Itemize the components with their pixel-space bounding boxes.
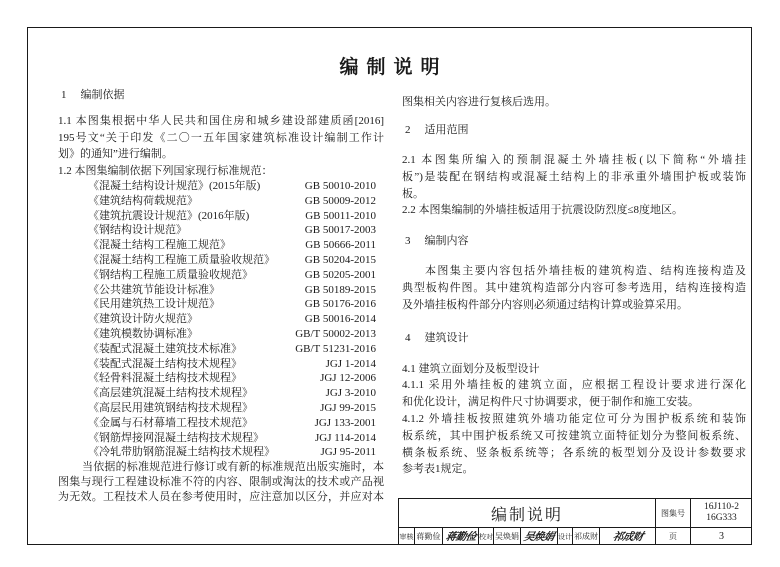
- text-line: 图集与现行工程建设标准不符的内容、限制或淘汰的技术或产品视: [58, 476, 384, 488]
- text-line: 4.1.2 外墙挂板按照建筑外墙功能定位可分为围护板系统和装饰: [402, 413, 746, 425]
- paragraph: [402, 411, 746, 478]
- section-heading: [402, 330, 746, 347]
- standard-code: JGJ 12-2006: [320, 372, 376, 385]
- checker-name: 吴焕娟: [493, 527, 520, 545]
- paragraph: [58, 163, 384, 179]
- text-line: 为无效。工程技术人员在参考使用时，应注意加以区分，并应对本: [58, 491, 384, 503]
- standard-name: 《混凝土结构工程施工规范》: [88, 239, 231, 252]
- standard-row: [58, 327, 384, 342]
- text-line: 典型板构件图。其中建筑构造部分内容可参考选用，结构连接构造: [402, 281, 746, 294]
- standard-name: 《冷轧带肋钢筋混凝土结构技术规程》: [88, 446, 275, 459]
- standard-code: GB 50009-2012: [304, 194, 376, 207]
- signature: 蒋勤俭: [444, 531, 477, 543]
- standard-name: 《装配式混凝土建筑技术标准》: [88, 342, 242, 355]
- page-title: 编制说明: [339, 56, 448, 78]
- section-number: 4: [405, 332, 411, 344]
- standard-row: [58, 238, 384, 253]
- section-title: 编制依据: [80, 89, 125, 101]
- standard-code: JGJ 133-2001: [314, 416, 376, 429]
- title-block-row: [398, 527, 752, 545]
- standard-row: [58, 253, 384, 268]
- standard-code: JGJ 114-2014: [314, 431, 376, 444]
- reviewer-name: 蒋勤俭: [414, 527, 442, 545]
- text-line: 板。: [402, 187, 424, 200]
- standard-name: 《金属与石材幕墙工程技术规范》: [88, 416, 253, 429]
- checker-signature: [520, 527, 557, 545]
- standards-list: [58, 179, 384, 460]
- text-line: 划》的通知”进行编制。: [58, 148, 173, 160]
- standard-code: GB 50017-2003: [304, 224, 376, 237]
- designer-signature: [599, 527, 655, 545]
- signature: 祁成财: [611, 531, 644, 543]
- atlas-number: [690, 498, 752, 527]
- section-title: 建筑设计: [424, 332, 469, 344]
- paragraph: [402, 94, 746, 111]
- standard-code: GB 50176-2016: [304, 298, 376, 311]
- standard-code: GB/T 50002-2013: [295, 327, 376, 340]
- standard-code: GB 50205-2001: [304, 268, 376, 281]
- section-number: 2: [405, 124, 411, 136]
- paragraph: [402, 152, 746, 202]
- title-block-title: 编制说明: [398, 498, 655, 527]
- standard-name: 《高层民用建筑钢结构技术规程》: [88, 401, 253, 414]
- standard-row: [58, 209, 384, 224]
- design-label: 设计: [557, 527, 572, 545]
- text-line: 2.2 本图集编制的外墙挂板适用于抗震设防烈度≤8度地区。: [402, 204, 684, 216]
- paragraph: [402, 202, 746, 219]
- section-heading: [402, 233, 746, 250]
- standard-code: JGJ 3-2010: [325, 387, 376, 400]
- paragraph: [58, 113, 384, 163]
- standard-row: [58, 416, 384, 431]
- standard-row: [58, 268, 384, 283]
- reviewer-signature: [442, 527, 478, 545]
- standard-code: GB/T 51231-2016: [295, 342, 376, 355]
- standard-code: GB 50011-2010: [305, 209, 376, 222]
- text-line: 横条板系统、竖条板系统等；各系统的板型划分及设计参数要求: [402, 446, 746, 459]
- standard-name: 《装配式混凝土结构技术规程》: [88, 357, 242, 370]
- standard-code: GB 50010-2010: [304, 180, 376, 192]
- standard-name: 《高层建筑混凝土结构技术规程》: [88, 387, 253, 400]
- standard-row: [58, 194, 384, 209]
- text-line: 4.1.1 采用外墙挂板的建筑立面，应根据工程设计要求进行深化: [402, 379, 746, 391]
- standard-code: GB 50189-2015: [304, 283, 376, 296]
- text-line: 板”)是装配在钢结构或混凝土结构上的非承重外墙围护板或装饰: [402, 170, 746, 183]
- standard-row: [58, 445, 384, 460]
- standard-name: 《公共建筑节能设计标准》: [88, 283, 220, 296]
- text-line: 2.1 本图集所编入的预制混凝土外墙挂板(以下简称“外墙挂: [402, 154, 746, 166]
- standard-name: 《建筑结构荷载规范》: [88, 194, 198, 207]
- standard-row: [58, 386, 384, 401]
- title-block: [398, 498, 752, 545]
- standard-name: 《建筑模数协调标准》: [88, 327, 198, 340]
- text-line: 1.1 本图集根据中华人民共和国住房和城乡建设部建质函[2016]: [58, 115, 384, 127]
- paragraph: [402, 377, 746, 411]
- atlas-number-primary: 16J110-2: [703, 502, 739, 512]
- standard-name: 《建筑抗震设计规范》(2016年版): [88, 209, 250, 222]
- standard-name: 《混凝土结构工程施工质量验收规范》: [88, 253, 275, 266]
- standard-code: GB 50666-2011: [305, 239, 376, 252]
- right-column: [402, 0, 746, 567]
- standard-row: [58, 371, 384, 386]
- text-line: 1.2 本图集编制依据下列国家现行标准规范：: [58, 165, 273, 177]
- check-label: 校对: [478, 527, 493, 545]
- left-column: [58, 0, 384, 567]
- standard-name: 《混凝土结构设计规范》(2015年版): [88, 180, 261, 192]
- page-label: 页: [655, 527, 690, 545]
- standard-code: GB 50204-2015: [304, 253, 376, 266]
- review-label: 审核: [398, 527, 414, 545]
- standard-row: [58, 179, 384, 194]
- standard-code: JGJ 99-2015: [320, 401, 376, 414]
- title-block-row: [398, 498, 752, 527]
- standard-row: [58, 342, 384, 357]
- standard-name: 《钢结构工程施工质量验收规范》: [88, 268, 253, 281]
- section-heading: [402, 122, 746, 139]
- section-title: 编制内容: [424, 235, 469, 247]
- text-line: 和优化设计，满足构件尺寸协调要求，便于制作和施工安装。: [402, 395, 699, 408]
- standard-name: 《民用建筑热工设计规范》: [88, 298, 220, 311]
- atlas-number-secondary: 16G333: [706, 513, 737, 523]
- standard-name: 《钢筋焊接网混凝土结构技术规程》: [88, 431, 264, 444]
- paragraph: [58, 460, 384, 505]
- paragraph: [402, 263, 746, 313]
- signature: 吴焕娟: [522, 531, 556, 543]
- section-number: 3: [405, 235, 411, 247]
- standard-row: [58, 283, 384, 298]
- standard-code: GB 50016-2014: [304, 313, 376, 326]
- standard-row: [58, 357, 384, 372]
- subsection-heading: [402, 361, 746, 378]
- standard-code: JGJ 1-2014: [325, 357, 376, 370]
- standard-row: [58, 431, 384, 446]
- standard-row: [58, 401, 384, 416]
- section-title: 适用范围: [424, 124, 469, 136]
- text-line: 本图集主要内容包括外墙挂板的建筑构造、结构连接构造及: [425, 265, 746, 277]
- section-heading: [58, 87, 384, 103]
- standard-name: 《建筑设计防火规范》: [88, 313, 198, 326]
- text-line: 4.1 建筑立面划分及板型设计: [402, 363, 540, 375]
- standard-name: 《轻骨料混凝土结构技术规程》: [88, 372, 242, 385]
- standard-name: 《钢结构设计规范》: [88, 224, 187, 237]
- text-line: 当依据的标准规范进行修订或有新的标准规范出版实施时，本: [82, 461, 384, 473]
- atlas-number-label: 图集号: [655, 498, 690, 527]
- text-line: 板系统，其中围护板系统又可按建筑立面特征划分为整间板系统、: [402, 429, 746, 442]
- standard-row: [58, 297, 384, 312]
- text-line: 195号文“关于印发《二〇一五年国家建筑标准设计编制工作计: [58, 131, 384, 144]
- standard-row: [58, 312, 384, 327]
- text-line: 图集相关内容进行复核后选用。: [402, 96, 556, 108]
- page-number: 3: [690, 527, 752, 545]
- text-line: 及外墙挂板构件部分内容则必须通过结构计算或验算采用。: [402, 298, 688, 311]
- standard-row: [58, 223, 384, 238]
- designer-name: 祁成财: [572, 527, 599, 545]
- standard-code: JGJ 95-2011: [320, 446, 376, 459]
- section-number: 1: [61, 89, 67, 101]
- text-line: 参考表1规定。: [402, 463, 474, 476]
